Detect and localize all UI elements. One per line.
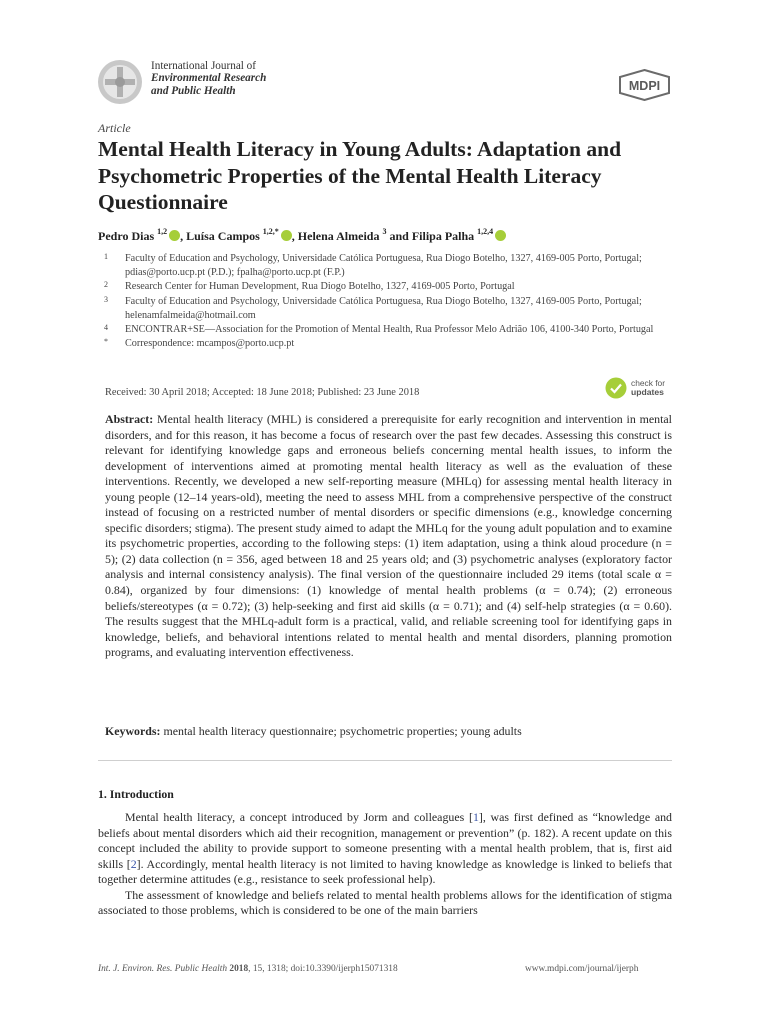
check-for-label: check for (631, 378, 665, 388)
correspondence (104, 337, 679, 351)
author-superscript: 1,2 (157, 227, 168, 236)
journal-logo-icon (97, 59, 143, 105)
keywords-label: Keywords: (105, 724, 161, 738)
affiliation-number: * (104, 337, 108, 347)
citation-link[interactable]: 1 (472, 810, 479, 824)
keywords (105, 724, 522, 739)
section-heading: 1. Introduction (98, 787, 174, 801)
affiliation-number: 2 (104, 280, 108, 290)
affiliation-text: Research Center for Human Development, Rua Diogo Botelho, 1327, 4169-005 Porto, Portugal (125, 281, 515, 293)
affiliation-number: 3 (104, 294, 108, 304)
keywords-text: mental health literacy questionnaire; psychometric properties; young adults (163, 724, 522, 738)
mdpi-logo-text: MDPI (628, 79, 661, 93)
affiliation-text: Faculty of Education and Psychology, Universidade Católica Portuguesa, Rua Diogo Botelho, 1327, 4169-005 Porto, Portugal; pdias@porto.ucp.pt (P.D.); fpalha@porto.ucp.pt (F.P.) (125, 253, 642, 279)
footer-citation (98, 964, 398, 974)
author-superscript: 1,2,* (262, 227, 279, 236)
affiliations (104, 252, 679, 351)
author-name: Luísa Campos (186, 229, 260, 243)
paragraph (98, 810, 672, 888)
affiliation-number: 4 (104, 323, 108, 333)
affiliation-item (104, 323, 679, 337)
author-and: and (389, 229, 409, 243)
affiliation-text: ENCONTRAR+SE—Association for the Promotion of Mental Health, Rua Professor Melo Adrião 106, 4100-340 Porto, Portugal (125, 324, 654, 336)
footer-url[interactable]: www.mdpi.com/journal/ijerph (525, 964, 639, 974)
affiliation-text: Faculty of Education and Psychology, Universidade Católica Portuguesa, Rua Diogo Botelho, 1327, 4169-005 Porto, Portugal; helenamfalmeida@hotmail.com (125, 295, 642, 321)
orcid-icon[interactable] (169, 230, 180, 241)
correspondence-text: Correspondence: mcampos@porto.ucp.pt (125, 338, 295, 350)
author-list: Pedro Dias $^{1,2}$ , Luísa Campos $^{1,2,*}$ , Helena Almeida $^3$ and Filipa Palha $^{1,2,4}$ (98, 229, 506, 244)
abstract-label: Abstract: (105, 412, 154, 426)
citation-link[interactable]: 2 (130, 856, 137, 871)
author-name: Pedro Dias (98, 229, 155, 243)
footer-journal: Int. J. Environ. Res. Public Health (98, 964, 228, 974)
affiliation-number: 1 (104, 252, 108, 261)
journal-name (151, 60, 266, 97)
affiliation-item (104, 280, 679, 294)
footer-year: 2018 (229, 964, 249, 974)
affiliation-item (104, 295, 679, 323)
journal-name-line2: Environmental Research (151, 72, 267, 85)
footer-volume: , 15, 1318; doi:10.3390/ijerph15071318 (248, 964, 398, 974)
author-name: Filipa Palha (411, 229, 475, 243)
introduction-body (98, 810, 672, 919)
journal-name-line3: and Public Health (151, 84, 236, 97)
author-superscript: 1,2,4 (477, 227, 494, 236)
author-superscript: 3 (382, 227, 387, 236)
check-for-updates-button[interactable] (605, 377, 673, 399)
mdpi-logo-icon (617, 69, 672, 101)
article-title: Mental Health Literacy in Young Adults: Adaptation and Psychometric Properties of the Mental Health Literacy Questionnaire (98, 137, 622, 214)
orcid-icon[interactable] (495, 230, 506, 241)
orcid-icon[interactable] (281, 230, 292, 241)
paragraph: The assessment of knowledge and beliefs related to mental health problems allows for the identification of stigma associated to those problems, which is considered to be one of the main barriers (98, 887, 672, 917)
abstract (105, 412, 672, 661)
paragraph-text: ], was first defined as “knowledge and beliefs about mental disorders which aid their recognition, management or prevention” (p. 182). A recent update on this concept included the ability to provide support to someone presenting with a mental health problem, that is, first aid skills [ (98, 810, 673, 871)
article-type: Article (98, 121, 131, 135)
affiliation-item (104, 252, 679, 280)
abstract-text: Mental health literacy (MHL) is considered a prerequisite for early recognition and intervention in mental disorders, and for this reason, it has become a focus of research over the past few decades. Assessing this construct is relevant for identifying knowledge gaps and erroneous beliefs concerning mental health issues, to inform the development of interventions aimed at promoting mental health literacy as well as the evaluation of these interventions. Recently, we developed a new self-reporting measure (MHLq) for assessing mental health literacy in young people (12–14 years-old), meeting the need to assess MHL from a comprehensive perspective of the construct instead of focusing on a restricted number of mental disorders or specific dimensions (e.g., knowledge concerning specific disorders; stigma). The present study aimed to adapt the MHLq for the young adult population and to examine its psychometric properties, according to the following steps: (1) item adaptation, using a think aloud procedure (n = 5); (2) data collection (n = 356, aged between 18 and 25 years old; and (3) psychometric analyses (exploratory factor analysis and internal consistency analysis). The final version of the questionnaire included 29 items (total scale α = 0.84), organized by four dimensions: (1) knowledge of mental health problems (α = 0.74); (2) erroneous beliefs/stereotypes (α = 0.72); (3) help-seeking and first aid skills (α = 0.71); and (4) self-help strategies (α = 0.60). The results suggest that the MHLq-adult form is a practical, valid, and reliable screening tool for identifying gaps in knowledge, beliefs, and behavioral intentions related to mental health and mental disorders, planning promotion programs, and evaluating intervention effectiveness. (105, 412, 672, 660)
paragraph-text: ]. Accordingly, mental health literacy is not limited to having knowledge as knowledge is linked to beliefs that together determine attitudes (e.g., resistance to seek professional help). (98, 856, 673, 886)
paragraph-text: Mental health literacy, a concept introduced by Jorm and colleagues [ (125, 810, 473, 824)
author-name: Helena Almeida (297, 229, 380, 243)
updates-label: updates (631, 387, 664, 397)
section-divider (98, 760, 672, 761)
crossmark-icon (605, 377, 627, 399)
publication-dates: Received: 30 April 2018; Accepted: 18 June 2018; Published: 23 June 2018 (105, 387, 420, 398)
journal-name-line1: International Journal of (151, 60, 257, 72)
